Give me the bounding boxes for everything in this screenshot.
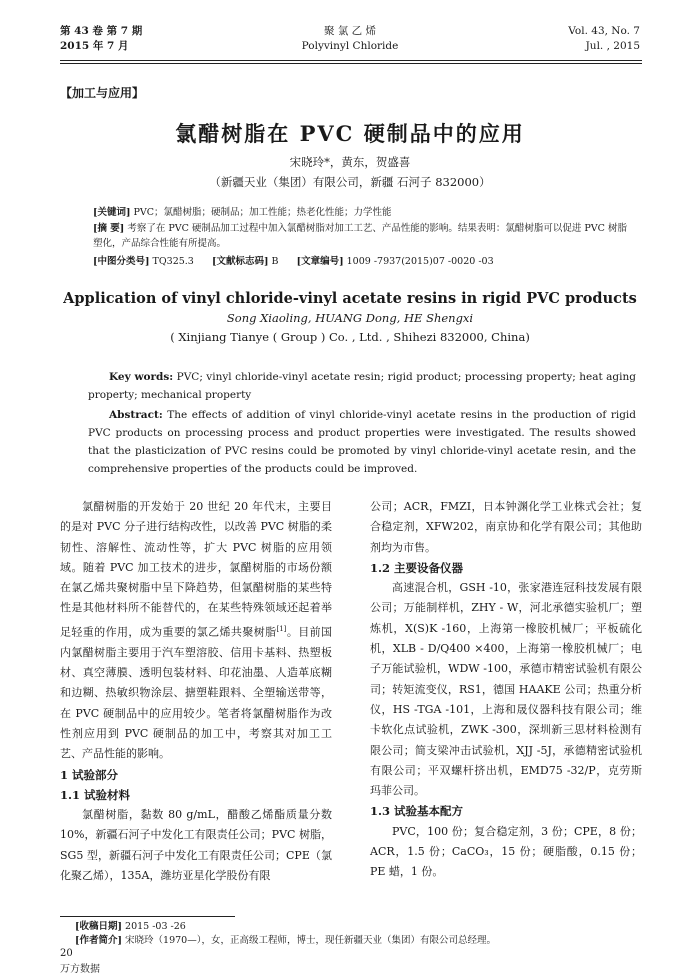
article-title-cn: 氯醋树脂在 PVC 硬制品中的应用 (175, 121, 525, 146)
materials-paragraph: 氯醋树脂，黏数 80 g/mL，醋酸乙烯酯质量分数 10%，新疆石河子中发化工有限责任公司；PVC 树脂，SG5 型，新疆石河子中发化工有限责任公司；CPE（氯化聚乙烯），135A，潍坊亚星化学股份有限 (60, 808, 332, 882)
abstract-cn-label: [摘 要] (93, 223, 125, 234)
materials-continued: 公司；ACR，FMZI，日本钟渊化学工业株式会社；复合稳定剂，XFW202，南京协和化学有限公司；其他助剂均为市售。 (370, 500, 642, 554)
affiliation-en: ( Xinjiang Tianye ( Group ) Co. , Ltd. , Shihezi 832000, China) (170, 330, 530, 344)
formula-paragraph: PVC，100 份；复合稳定剂，3 份；CPE，8 份；ACR，1.5 份；CaCO₃，15 份；硬脂酸，0.15 份；PE 蜡，1 份。 (370, 824, 642, 879)
authors-en: Song Xiaoling, HUANG Dong, HE Shengxi (226, 311, 474, 325)
section-1-2-heading: 1.2 主要设备仪器 (370, 560, 464, 575)
header-rule-bottom (60, 63, 642, 64)
journal-name-en: Polyvinyl Chloride (301, 40, 399, 52)
clc-value: TQ325.3 (149, 256, 194, 267)
header-rule-top (60, 60, 642, 61)
intro-text-a: 氯醋树脂的开发始于 20 世纪 20 年代末，主要目的是对 PVC 分子进行结构改性，以改善 PVC 树脂的柔韧性、溶解性、流动性等，扩大 PVC 树脂的应用领域。随着 PVC 加工技术的进步，氯醋树脂的市场份额在氯乙烯共聚树脂中呈下降趋势，但氯醋树脂的某些特性是其他材料所不能替代的，在某些特殊领域还起着举足轻重的作用，成为重要的氯乙烯共聚树脂 (60, 500, 332, 639)
journal-name-cn: 聚 氯 乙 烯 (323, 25, 376, 37)
affiliation-cn: （新疆天业（集团）有限公司，新疆 石河子 832000） (209, 175, 491, 189)
author-bio-text: 宋晓玲（1970—），女，正高级工程师，博士，现任新疆天业（集团）有限公司总经理。 (122, 935, 496, 946)
received-date: 2015 -03 -26 (122, 921, 186, 932)
keywords-en-label: Key words: (109, 371, 174, 383)
journal-vol-en: Vol. 43, No. 7 (568, 25, 640, 37)
abstract-en-text: The effects of addition of vinyl chloride-vinyl acetate resins in the production of rigid PVC products on processing process and product properties were investigated. The results showed that the plasticization of PVC resins could be promoted by vinyl chloride-vinyl acetate resin, and the comprehensive properties of the products could be improved. (88, 409, 636, 475)
journal-date-en: Jul. , 2015 (585, 40, 640, 52)
article-no-label: [文章编号] (296, 256, 344, 267)
author-bio-label: [作者简介] (75, 935, 122, 946)
keywords-cn (93, 205, 633, 220)
keywords-en (88, 368, 636, 404)
abstract-en (88, 406, 636, 478)
abstract-en-label: Abstract: (109, 409, 163, 421)
database-watermark: 万方数据 (60, 964, 100, 975)
footnote-author (75, 934, 496, 948)
abstract-cn (93, 221, 633, 251)
article-no-value: 1009 -7937(2015)07 -0020 -03 (343, 256, 494, 267)
page-number: 20 (60, 948, 73, 959)
footnote-rule (60, 916, 235, 917)
keywords-en-text: PVC; vinyl chloride-vinyl acetate resin; rigid product; processing property; heat aging property; mechanical property (88, 371, 636, 401)
doc-code-label: [文献标志码] (211, 256, 269, 267)
authors-cn: 宋晓玲*，黄东，贺盛喜 (289, 155, 411, 169)
footnote-received (75, 920, 186, 934)
journal-date-cn: 2015 年 7 月 (60, 40, 129, 52)
running-header-right (568, 24, 640, 54)
body-column-left (60, 497, 332, 886)
abstract-cn-text: 考察了在 PVC 硬制品加工过程中加入氯醋树脂对加工工艺、产品性能的影响。结果表明：氯醋树脂可以促进 PVC 树脂塑化，产品综合性能有所提高。 (93, 223, 627, 249)
received-label: [收稿日期] (75, 921, 122, 932)
article-title-en: Application of vinyl chloride-vinyl acetate resins in rigid PVC products (63, 290, 637, 307)
keywords-cn-text: PVC；氯醋树脂；硬制品；加工性能；热老化性能；力学性能 (130, 207, 392, 218)
keywords-cn-label: [关键词] (93, 207, 131, 218)
clc-label: [中图分类号] (93, 256, 150, 267)
equipment-paragraph: 高速混合机，GSH -10，张家港连冠科技发展有限公司；万能制样机，ZHY - W，河北承德实验机厂；塑炼机，X(S)K -160，上海第一橡胶机械厂；平板硫化机，XLB - D/Q400 ×400，上海第一橡胶机械厂；电子万能试验机，WDW -100，承德市精密试验机有限公司；转矩流变仪，RS1，德国 HAAKE 公司；热重分析仪，HS -TGA -101，上海和晟仪器科技有限公司；维卡软化点试验机，ZWK -300，深圳新三思材料检测有限公司；简支梁冲击试验机，XJJ -5J，承德精密试验机有限公司；平双螺杆挤出机，EMD75 -32/P，克劳斯玛菲公司。 (370, 581, 642, 798)
section-1-1-heading: 1.1 试验材料 (60, 787, 131, 802)
section-1-heading: 1 试验部分 (60, 767, 119, 782)
section-tag: 【加工与应用】 (60, 86, 145, 100)
classification-line (93, 254, 633, 269)
reference-1: [1] (276, 624, 287, 633)
intro-paragraph (60, 497, 332, 765)
body-column-right (370, 497, 642, 883)
journal-volume-issue: 第 43 卷 第 7 期 (60, 25, 143, 37)
section-1-3-heading: 1.3 试验基本配方 (370, 804, 464, 819)
doc-code-value: B (268, 256, 279, 267)
intro-text-b: 。目前国内氯醋树脂主要用于汽车塑溶胶、信用卡基料、热塑板材、真空薄膜、透明包装材料、印花油墨、人造革底糊和边糊、热敏织物涂层、搪塑鞋跟料、全塑输送带等，在 PVC 硬制品中的应用较少。笔者将氯醋树脂作为改性剂应用到 PVC 硬制品的加工中，考察其对加工工艺、产品性能的影响。 (60, 625, 333, 761)
